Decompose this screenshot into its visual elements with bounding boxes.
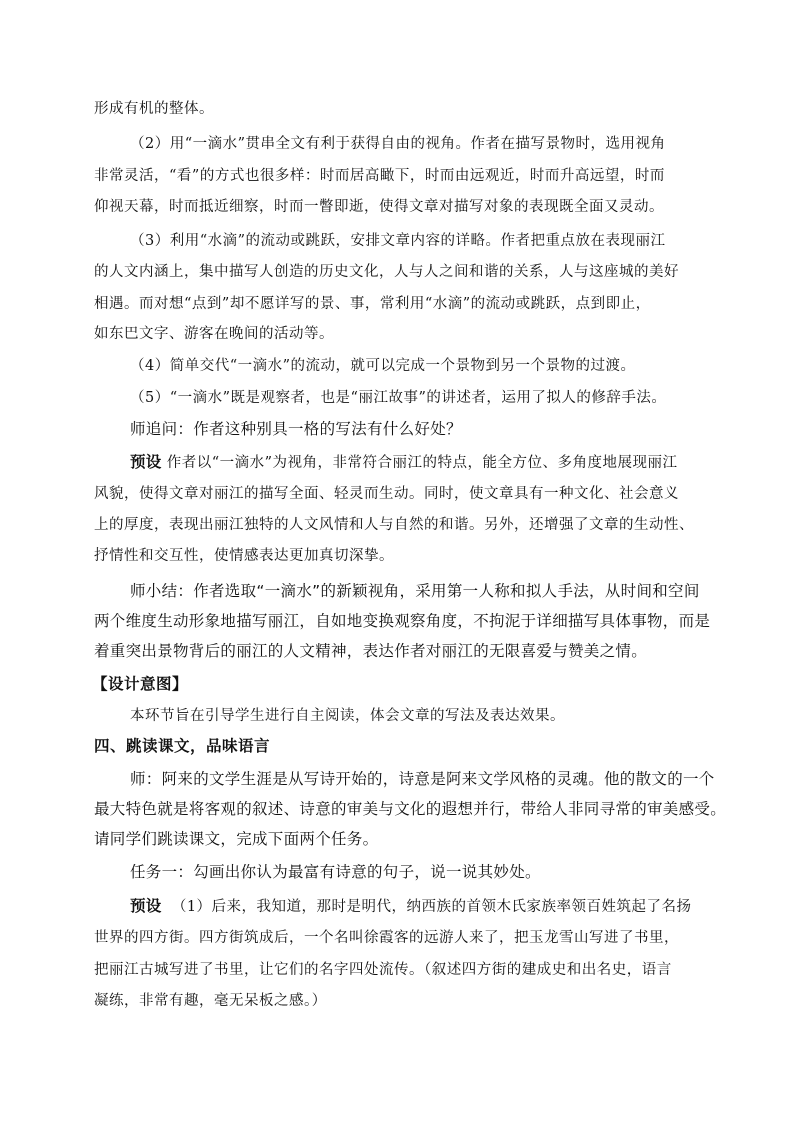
text-line: 本环节旨在引导学生进行自主阅读，体会文章的写法及表达效果。 — [130, 708, 565, 724]
task-line: 任务一：勾画出你认为最富有诗意的句子，说一说其妙处。 — [130, 863, 541, 881]
text-line: 形成有机的整体。 — [94, 101, 214, 117]
text-line: 如东巴文字、游客在晚间的活动等。 — [94, 326, 334, 342]
text-line: 抒情性和交互性，使情感表达更加真切深挚。 — [94, 548, 394, 564]
text-span: 作者以“一滴水”为视角，非常符合丽江的特点，能全方位、多角度地展现丽江 — [166, 455, 678, 471]
text-line: 非常灵活，“看”的方式也很多样：时而居高瞰下，时而由远观近，时而升高远望，时而 — [94, 168, 665, 184]
text-line: 仰视天幕，时而抵近细察，时而一瞥即逝，使得文章对描写对象的表现既全面又灵动。 — [94, 199, 664, 215]
section-heading: 【设计意图】 — [92, 675, 189, 693]
text-line: 上的厚度，表现出丽江独特的人文风情和人与自然的和谐。另外，还增强了文章的生动性、 — [94, 517, 694, 533]
text-line: 把丽江古城写进了书里，让它们的名字四处流传。（叙述四方街的建成史和出名史，语言 — [94, 962, 672, 978]
preset-line — [130, 452, 740, 473]
preset-label: 预设 — [130, 453, 162, 471]
text-line: （3）利用“水滴”的流动或跳跃，安排文章内容的详略。作者把重点放在表现丽江 — [130, 233, 666, 249]
text-line: （2）用“一滴水”贯串全文有利于获得自由的视角。作者在描写景物时，选用视角 — [130, 136, 666, 152]
text-line: 师：阿来的文学生涯是从写诗开始的，诗意是阿来文学风格的灵魂。他的散文的一个 — [130, 770, 715, 788]
teacher-question: 师追问：作者这种别具一格的写法有什么好处？ — [130, 420, 462, 438]
preset-line — [130, 896, 740, 917]
text-line: 相遇。而对想“点到”却不愿详写的景、事，常利用“水滴”的流动或跳跃，点到即止， — [94, 296, 651, 312]
section-heading: 四、跳读课文，品味语言 — [94, 737, 271, 755]
text-line: 的人文内涵上，集中描写人创造的历史文化，人与人之间和谐的关系，人与这座城的美好 — [94, 264, 679, 280]
text-line: 最大特色就是将客观的叙述、诗意的审美与文化的遐想并行，带给人非同寻常的审美感受。 — [94, 800, 727, 818]
text-line: 世界的四方街。四方街筑成后，一个名叫徐霞客的远游人来了，把玉龙雪山写进了书里， — [94, 930, 679, 946]
text-line: （4）简单交代“一滴水”的流动，就可以完成一个景物到另一个景物的过渡。 — [130, 358, 636, 374]
text-line: 师小结：作者选取“一滴水”的新颖视角，采用第一人称和拟人手法，从时间和空间 — [130, 582, 700, 600]
text-span: （1）后来，我知道，那时是明代，纳西族的首领木氏家族率领百姓筑起了名扬 — [171, 899, 692, 915]
text-line: 风貌，使得文章对丽江的描写全面、轻灵而生动。同时，使文章具有一种文化、社会意义 — [94, 486, 679, 502]
text-line: 两个维度生动形象地描写丽江，自如地变换观察角度，不拘泥于详细描写具体事物，而是 — [94, 612, 711, 630]
text-line: 着重突出景物背后的丽江的人文精神，表达作者对丽江的无限喜爱与赞美之情。 — [94, 642, 648, 660]
text-line: 请同学们跳读课文，完成下面两个任务。 — [94, 830, 379, 848]
text-line: 凝练，非常有趣，毫无呆板之感。） — [94, 993, 327, 1009]
text-line: （5）“一滴水”既是观察者，也是“丽江故事”的讲述者，运用了拟人的修辞手法。 — [130, 390, 667, 406]
preset-label: 预设 — [130, 897, 162, 915]
